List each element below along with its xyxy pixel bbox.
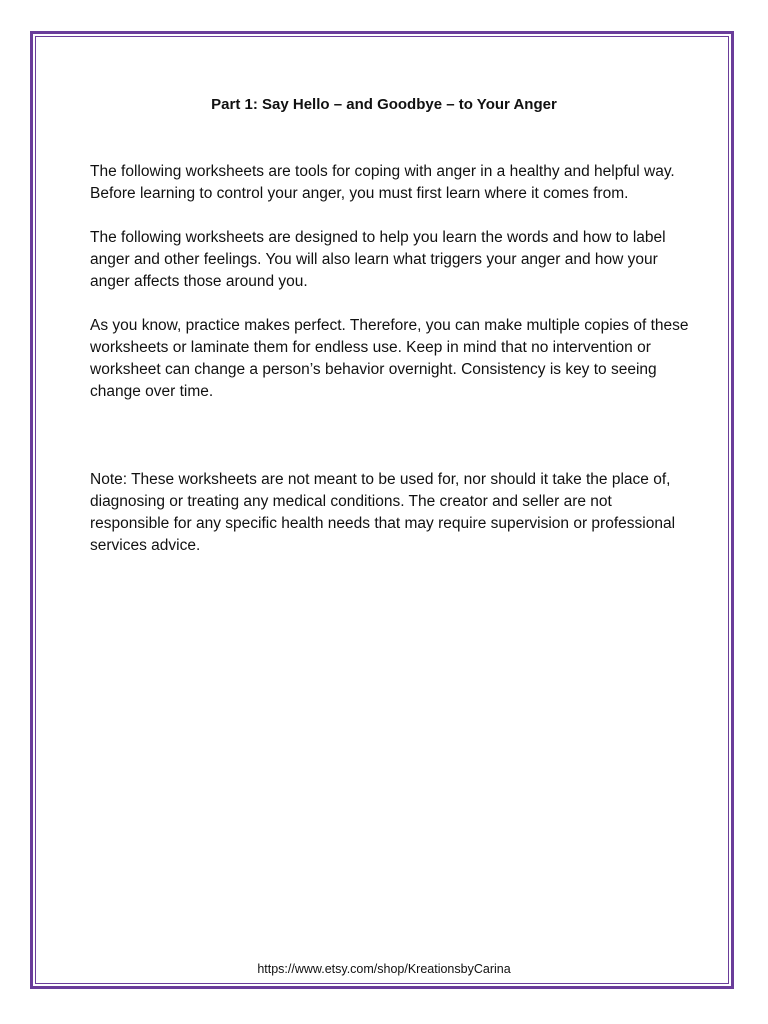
- paragraph-practice: As you know, practice makes perfect. Therefore, you can make multiple copies of these worksheets or laminate them for endless use. Keep in mind that no intervention or worksheet can change a person’s behavior overnight. Consistency is key to seeing change over time.: [90, 317, 689, 400]
- paragraph-intro: The following worksheets are tools for coping with anger in a healthy and helpful way. Before learning to control your anger, you must first learn where it comes from.: [90, 163, 675, 202]
- footer-url: https://www.etsy.com/shop/KreationsbyCarina: [257, 962, 511, 976]
- page-title: Part 1: Say Hello – and Goodbye – to Your Anger: [211, 96, 557, 113]
- paragraph-disclaimer: Note: These worksheets are not meant to be used for, nor should it take the place of, diagnosing or treating any medical conditions. The creator and seller are not responsible for any specific health needs that may require supervision or professional services advice.: [90, 471, 676, 554]
- paragraph-purpose: The following worksheets are designed to help you learn the words and how to label anger and other feelings. You will also learn what triggers your anger and how your anger affects those around you.: [90, 229, 666, 290]
- page-content: [90, 94, 690, 557]
